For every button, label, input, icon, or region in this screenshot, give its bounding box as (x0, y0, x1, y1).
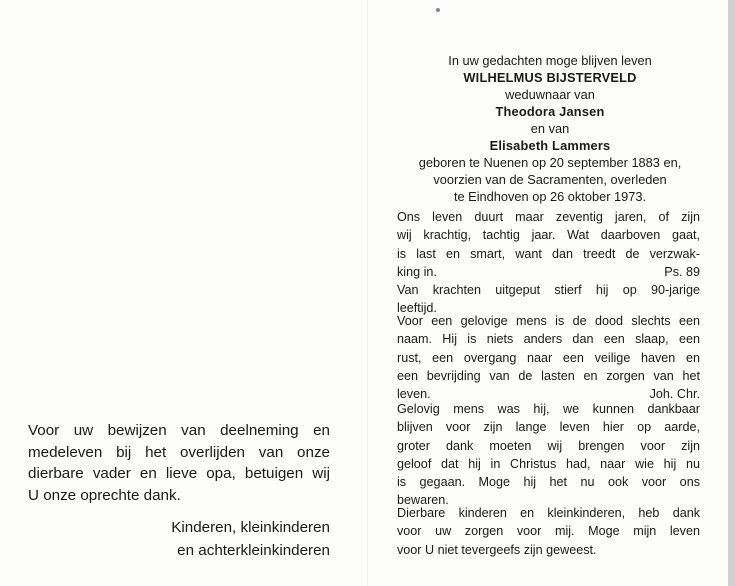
text-line: leeftijd. (397, 301, 437, 316)
text-line-with-reference (397, 263, 700, 281)
text-line: Ons leven duurt maar zeventig jaren, of zijn (397, 210, 700, 224)
sacraments-line: voorzien van de Sacramenten, overleden (433, 172, 667, 187)
text-line: voor U niet tevergeefs zijn geweest. (397, 542, 597, 557)
death-line: te Eindhoven op 26 oktober 1973. (453, 189, 647, 204)
signature (28, 516, 330, 562)
signature-line: Kinderen, kleinkinderen (171, 519, 330, 536)
text-line: geloof dat hij in Christus had, naar wie hij nu (397, 456, 700, 471)
card-fold (367, 0, 368, 586)
text-line: is gegaan. Moge hij het nu ook voor ons (397, 475, 700, 490)
text-line: voor uw zorgen voor mij. Moge mijn leven (397, 524, 700, 539)
citation-reference: Ps. 89 (664, 264, 700, 279)
thanks-message (28, 420, 330, 506)
and-line: en van (530, 121, 570, 136)
text-line: Dierbare kinderen en kleinkinderen, heb dank (397, 506, 700, 520)
thanks-line: U onze oprechte dank. (28, 486, 181, 504)
deceased-name: WILHELMUS BIJSTERVELD (463, 70, 637, 85)
text-line: leven. (397, 387, 431, 402)
text-line: king in. (397, 264, 437, 279)
text-line: is last en smart, want dan treedt de verzwak- (397, 246, 700, 261)
citation-reference: Joh. Chr. (649, 387, 700, 402)
thanks-line: dierbare vader en lieve opa, betuigen wij (28, 465, 330, 483)
farewell-paragraph (397, 504, 700, 559)
faith-paragraph (397, 400, 700, 510)
ink-speck (436, 8, 440, 12)
text-line: Gelovig mens was hij, we kunnen dankbaar (397, 402, 700, 416)
spouse-name: Theodora Jansen (495, 104, 605, 119)
birth-line: geboren te Nuenen op 20 september 1883 en, (418, 155, 682, 170)
text-line: groter dank moeten wij brengen voor zijn (397, 438, 700, 453)
thanks-line: Voor uw bewijzen van deelneming en (28, 422, 330, 439)
text-line: rust, een overgang naar een veilige haven en (397, 350, 700, 365)
quote-paragraph (397, 312, 700, 403)
text-line: Van krachten uitgeput stierf hij op 90-jarige (397, 283, 700, 297)
text-line: Voor een gelovige mens is de dood slechts een (397, 314, 700, 328)
signature-line: en achterkleinkinderen (177, 542, 330, 559)
text-line: wij krachtig, tachtig jaar. Wat daarboven gaat, (397, 228, 700, 243)
scan-edge (728, 0, 735, 586)
text-line: bewaren. (397, 493, 449, 508)
text-line: naam. Hij is niets anders dan een slaap, een (397, 332, 700, 347)
text-line: een bevrijding van de lasten en zorgen van het (397, 368, 700, 383)
memorial-header (385, 52, 715, 205)
spouse-name: Elisabeth Lammers (489, 138, 611, 153)
widower-line: weduwnaar van (505, 87, 595, 102)
thanks-line: medeleven bij het overlijden van onze (28, 443, 330, 461)
psalm-paragraph (397, 208, 700, 281)
text-line: blijven voor zijn lange leven hier op aarde, (397, 420, 700, 435)
intro-line: In uw gedachten moge blijven leven (448, 53, 652, 68)
